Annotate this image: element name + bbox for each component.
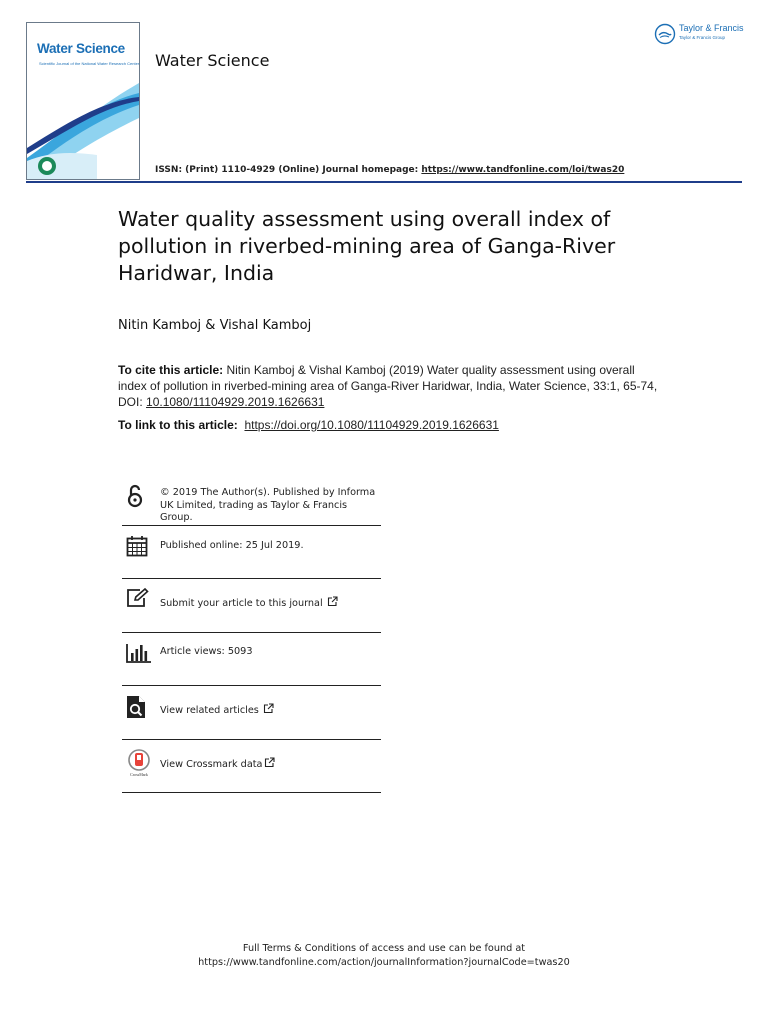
published-online-text: Published online: 25 Jul 2019. xyxy=(160,540,304,551)
external-link-icon xyxy=(264,757,275,768)
related-articles-label: View related articles xyxy=(160,705,259,716)
cover-subtitle: Scientific Journal of the National Water Research Center xyxy=(39,61,140,66)
journal-cover-image xyxy=(26,22,140,180)
issn-line xyxy=(155,165,624,175)
submit-article-link[interactable] xyxy=(160,596,338,611)
bar-chart-icon xyxy=(126,643,152,663)
publisher-name: Taylor & Francis xyxy=(679,23,744,33)
header-divider xyxy=(26,181,742,183)
link-label: To link to this article: xyxy=(118,418,238,432)
calendar-icon xyxy=(126,535,148,557)
cite-label: To cite this article: xyxy=(118,363,224,377)
journal-homepage-link[interactable]: https://www.tandfonline.com/loi/twas20 xyxy=(421,165,625,175)
submit-article-label: Submit your article to this journal xyxy=(160,598,323,609)
article-link-line xyxy=(118,418,499,432)
cite-text: Nitin Kamboj & Vishal Kamboj (2019) Water quality assessment using overall index of pollution in riverbed-mining area of Ganga-River Haridwar, India, Water Science, 33:1, 65-74, DOI: xyxy=(118,363,658,409)
article-title: Water quality assessment using overall index of pollution in riverbed-mining area of Ganga-River Haridwar, India xyxy=(118,207,616,285)
issn-text: ISSN: (Print) 1110-4929 (Online) Journal homepage: xyxy=(155,165,422,175)
crossmark-item[interactable] xyxy=(122,740,381,793)
edit-icon xyxy=(126,588,150,608)
article-info-list xyxy=(122,478,381,793)
external-link-icon xyxy=(327,596,338,607)
article-authors: Nitin Kamboj & Vishal Kamboj xyxy=(118,318,312,333)
terms-footer xyxy=(0,942,768,970)
taylor-francis-logo-icon xyxy=(654,23,676,45)
citation-block xyxy=(118,362,658,410)
svg-text:CrossMark: CrossMark xyxy=(130,772,148,777)
related-articles-link[interactable] xyxy=(160,703,274,718)
submit-article-item[interactable] xyxy=(122,579,381,633)
crossmark-link[interactable] xyxy=(160,757,275,772)
related-articles-item[interactable] xyxy=(122,686,381,740)
journal-name: Water Science xyxy=(155,51,270,70)
article-views-text: Article views: 5093 xyxy=(160,646,253,657)
publisher-subtitle: Taylor & Francis Group xyxy=(679,35,726,40)
terms-line: Full Terms & Conditions of access and use can be found at xyxy=(242,943,526,954)
document-search-icon xyxy=(126,695,146,719)
open-access-item xyxy=(122,478,381,526)
published-online-item xyxy=(122,526,381,579)
external-link-icon xyxy=(263,703,274,714)
terms-url-link[interactable]: https://www.tandfonline.com/action/journalInformation?journalCode=twas20 xyxy=(198,957,570,968)
cover-title: Water Science xyxy=(37,41,125,56)
doi-link[interactable]: 10.1080/11104929.2019.1626631 xyxy=(146,395,325,409)
article-doi-url-link[interactable]: https://doi.org/10.1080/11104929.2019.1626631 xyxy=(244,418,499,432)
open-access-icon xyxy=(126,484,144,508)
crossmark-label: View Crossmark data xyxy=(160,759,263,770)
crossmark-icon xyxy=(126,749,152,777)
article-views-item xyxy=(122,633,381,686)
copyright-text: © 2019 The Author(s). Published by Informa UK Limited, trading as Taylor & Francis Group. xyxy=(160,487,376,523)
